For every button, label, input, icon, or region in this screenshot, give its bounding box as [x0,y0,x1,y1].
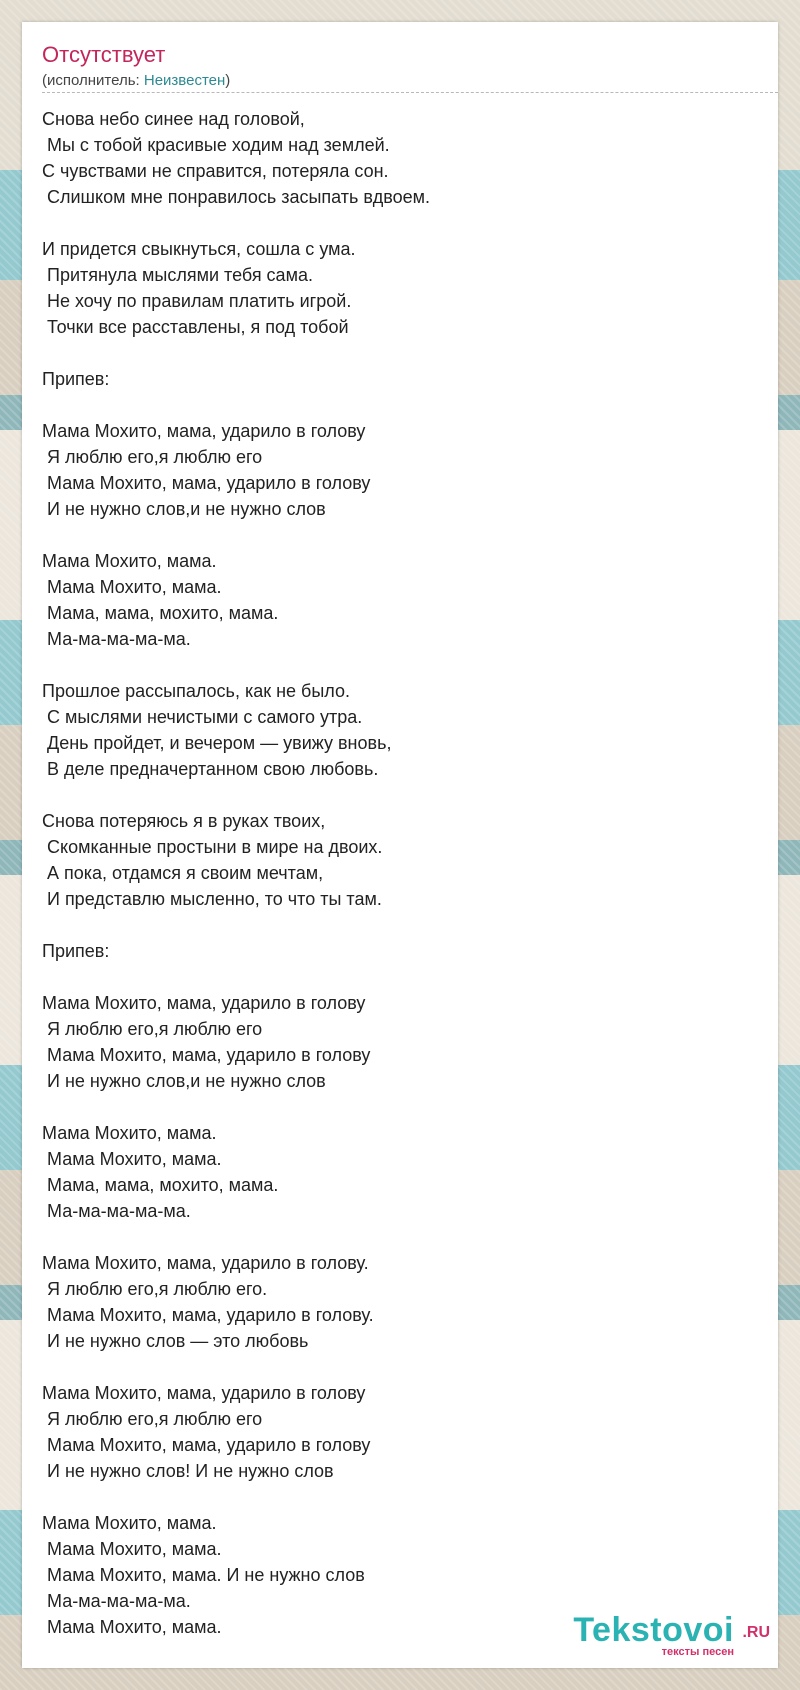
song-title: Отсутствует [42,42,166,67]
logo-domain: .RU [742,1624,770,1641]
artist-suffix: ) [225,72,231,89]
logo-wordmark: Tekstovoi [573,1611,734,1649]
logo-tagline: тексты песен [661,1646,734,1658]
artist-link[interactable]: Неизвестен [143,72,226,89]
title-divider [42,92,778,93]
site-logo[interactable] [570,1612,770,1656]
artist-line [42,71,230,91]
artist-prefix: (исполнитель: [42,72,144,89]
lyrics-card [22,22,778,1668]
lyrics-text: Снова небо синее над головой, Мы с тобой красивые ходим над землей. С чувствами не справится, потеряла сон. Слишком мне понравилось засыпать вдвоем. И придется свыкнуться, сошла с ума. Притянула мыслями тебя сама. Не хочу по правилам платить игрой. Точки все расставлены, я под тобой Припев: Мама Мохито, мама, ударило в голову Я люблю его,я люблю его Мама Мохито, мама, ударило в голову И не нужно слов,и не нужно слов Мама Мохито, мама. Мама Мохито, мама. Мама, мама, мохито, мама. Ма-ма-ма-ма-ма. Прошлое рассыпалось, как не было. С мыслями нечистыми с самого утра. День пройдет, и вечером — увижу вновь, В деле предначертанном свою любовь. Снова потеряюсь я в руках твоих, Скомканные простыни в мире на двоих. А пока, отдамся я своим мечтам, И представлю мысленно, то что ты там. Припев: Мама Мохито, мама, ударило в голову Я люблю его,я люблю его Мама Мохито, мама, ударило в голову И не нужно слов,и не нужно слов Мама Мохито, мама. Мама Мохито, мама. Мама, мама, мохито, мама. Ма-ма-ма-ма-ма. Мама Мохито, мама, ударило в голову. Я люблю его,я люблю его. Мама Мохито, мама, ударило в голову. И не нужно слов — это любовь Мама Мохито, мама, ударило в голову Я люблю его,я люблю его Мама Мохито, мама, ударило в голову И не нужно слов! И не нужно слов Мама Мохито, мама. Мама Мохито, мама. Мама Мохито, мама. И не нужно слов Ма-ма-ма-ма-ма. Мама Мохито, мама. [42,109,431,1637]
